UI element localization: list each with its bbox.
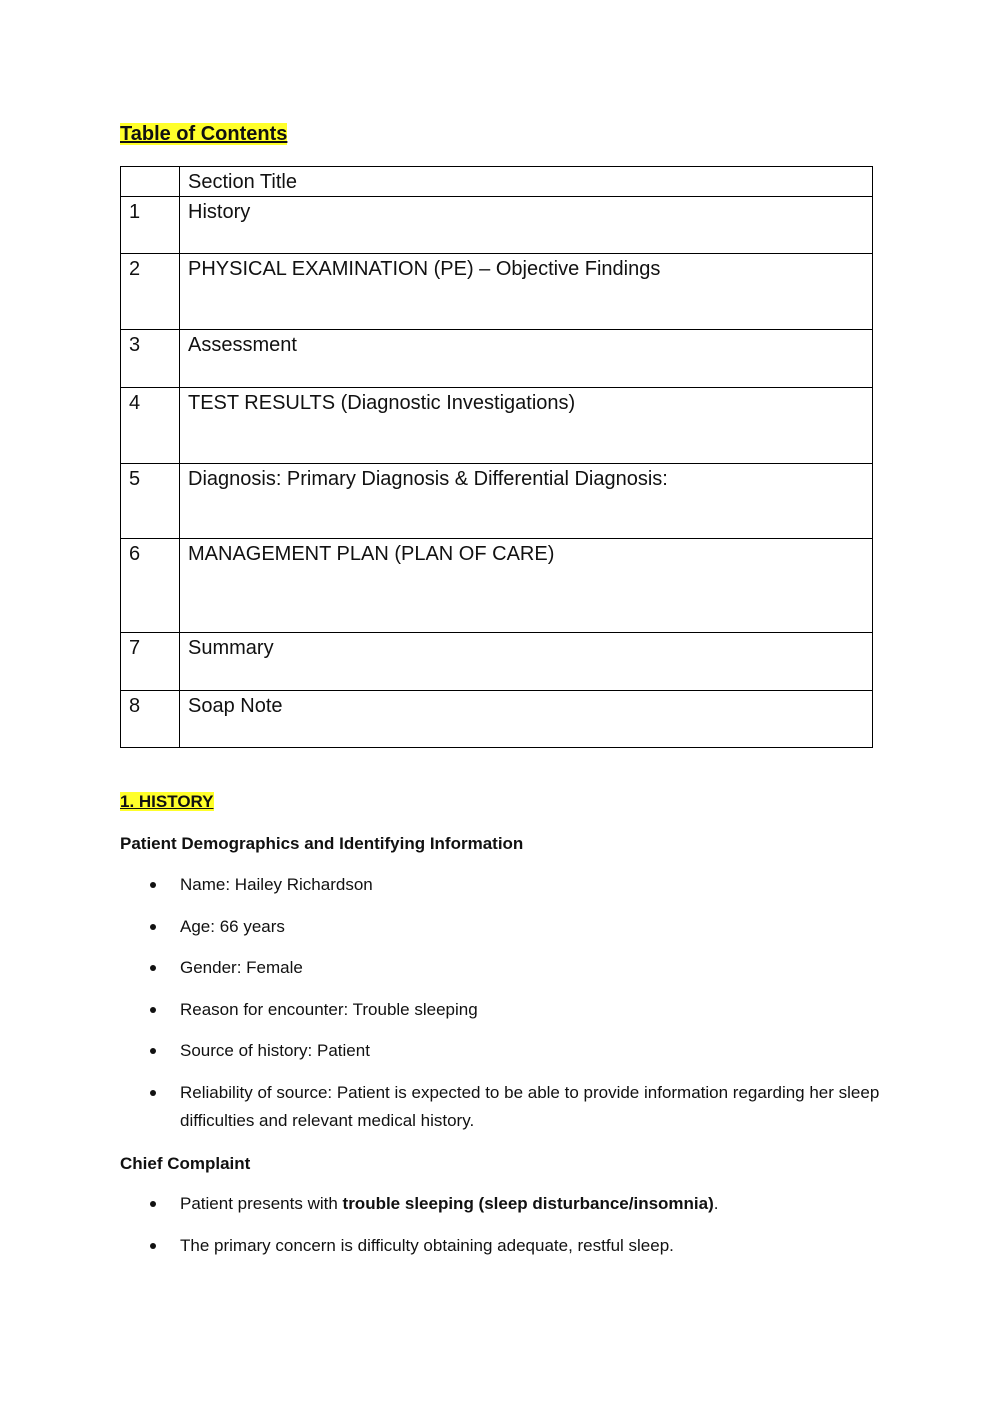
toc-row bbox=[121, 254, 873, 330]
toc-row-title: MANAGEMENT PLAN (PLAN OF CARE) bbox=[180, 539, 873, 633]
toc-row-title: Summary bbox=[180, 633, 873, 691]
list-item: Age: 66 years bbox=[120, 913, 880, 941]
toc-row-title: Soap Note bbox=[180, 691, 873, 748]
complaint-suffix: . bbox=[713, 1194, 719, 1213]
demographics-list bbox=[120, 871, 880, 1148]
toc-table bbox=[120, 166, 873, 748]
toc-row bbox=[121, 633, 873, 691]
list-item: The primary concern is difficulty obtaining adequate, restful sleep. bbox=[120, 1232, 880, 1260]
toc-row-title: PHYSICAL EXAMINATION (PE) – Objective Findings bbox=[180, 254, 873, 330]
list-item bbox=[120, 1190, 880, 1218]
history-heading-text: 1. HISTORY bbox=[120, 792, 214, 811]
toc-header-row bbox=[121, 167, 873, 197]
toc-row-title: Diagnosis: Primary Diagnosis & Differential Diagnosis: bbox=[180, 464, 873, 539]
toc-row-num: 6 bbox=[121, 539, 180, 633]
demographics-title: Patient Demographics and Identifying Information bbox=[120, 834, 524, 853]
toc-row-title: Assessment bbox=[180, 330, 873, 388]
history-heading bbox=[120, 790, 214, 814]
toc-row-num: 5 bbox=[121, 464, 180, 539]
toc-row-num: 3 bbox=[121, 330, 180, 388]
complaint-bold: trouble sleeping (sleep disturbance/insomnia) bbox=[342, 1194, 714, 1213]
toc-row-num: 2 bbox=[121, 254, 180, 330]
toc-heading bbox=[120, 120, 287, 148]
toc-row bbox=[121, 388, 873, 464]
toc-row bbox=[121, 464, 873, 539]
toc-row bbox=[121, 330, 873, 388]
toc-header-num bbox=[121, 167, 180, 197]
toc-heading-text: Table of Contents bbox=[120, 123, 288, 145]
toc-row-num: 4 bbox=[121, 388, 180, 464]
toc-row bbox=[121, 691, 873, 748]
toc-row bbox=[121, 539, 873, 633]
list-item: Gender: Female bbox=[120, 954, 880, 982]
list-item: Reason for encounter: Trouble sleeping bbox=[120, 996, 880, 1024]
toc-row-title: History bbox=[180, 197, 873, 254]
toc-row-num: 8 bbox=[121, 691, 180, 748]
chief-complaint-title: Chief Complaint bbox=[120, 1154, 251, 1173]
list-item: Source of history: Patient bbox=[120, 1037, 880, 1065]
list-item: Reliability of source: Patient is expected to be able to provide information regarding her sleep difficulties and relevant medical history. bbox=[120, 1079, 880, 1135]
toc-row bbox=[121, 197, 873, 254]
toc-row-num: 1 bbox=[121, 197, 180, 254]
list-item: Name: Hailey Richardson bbox=[120, 871, 880, 899]
complaint-prefix: Patient presents with bbox=[180, 1194, 343, 1213]
toc-row-title: TEST RESULTS (Diagnostic Investigations) bbox=[180, 388, 873, 464]
chief-complaint-list bbox=[120, 1190, 880, 1273]
toc-header-title: Section Title bbox=[180, 167, 873, 197]
toc-row-num: 7 bbox=[121, 633, 180, 691]
